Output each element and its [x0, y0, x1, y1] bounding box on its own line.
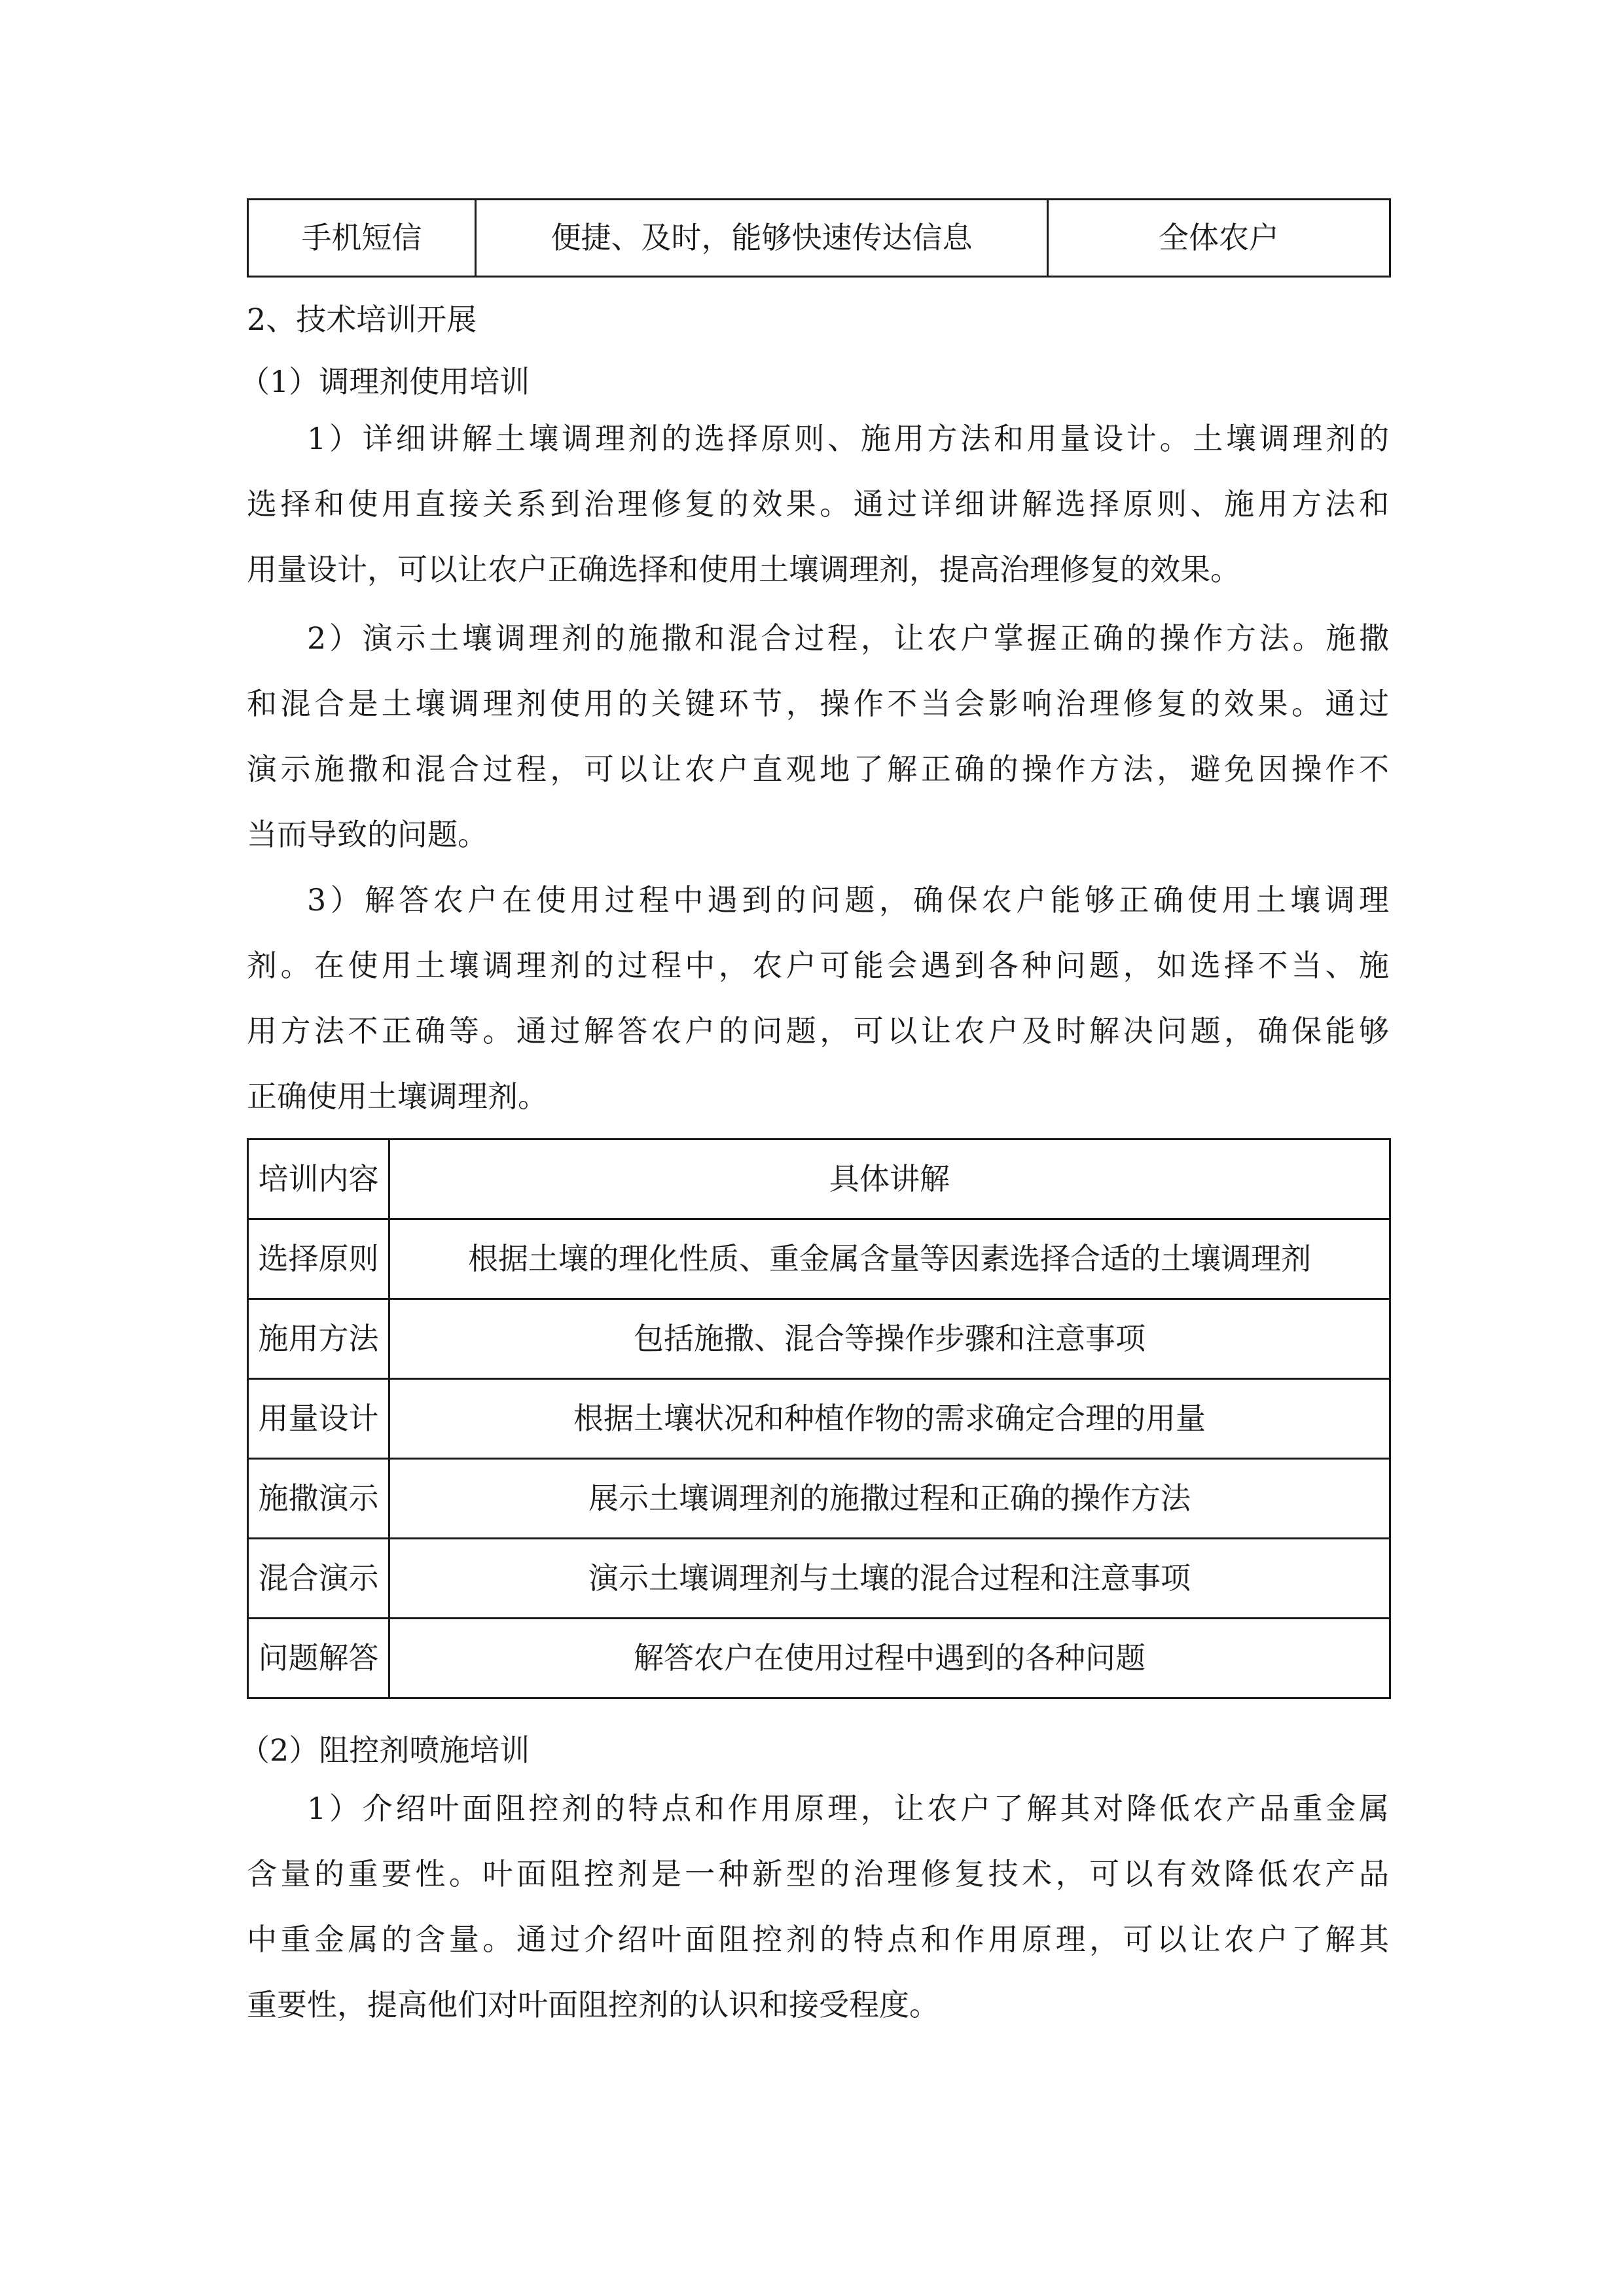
paragraph-line: 选择和使用直接关系到治理修复的效果。通过详细讲解选择原则、施用方法和	[247, 486, 1389, 522]
table-cell: 施用方法	[248, 1299, 389, 1379]
table-header-row	[248, 1139, 1390, 1219]
table-cell: 手机短信	[248, 200, 476, 277]
paragraph-line: 和混合是土壤调理剂使用的关键环节，操作不当会影响治理修复的效果。通过	[247, 686, 1389, 721]
paragraph-line: 3）解答农户在使用过程中遇到的问题，确保农户能够正确使用土壤调理	[307, 882, 1389, 918]
subsection-heading: （2）阻控剂喷施培训	[240, 1732, 530, 1768]
paragraph-line: 1）详细讲解土壤调理剂的选择原则、施用方法和用量设计。土壤调理剂的	[307, 421, 1389, 456]
paragraph-line: 当而导致的问题。	[247, 817, 488, 852]
paragraph-line: 用方法不正确等。通过解答农户的问题，可以让农户及时解决问题，确保能够	[247, 1013, 1389, 1049]
table-row	[248, 1539, 1390, 1619]
table-row	[248, 1379, 1390, 1459]
paragraph-line: 演示施撒和混合过程，可以让农户直观地了解正确的操作方法，避免因操作不	[247, 751, 1389, 787]
table-cell: 问题解答	[248, 1619, 389, 1698]
paragraph-line: 用量设计，可以让农户正确选择和使用土壤调理剂，提高治理修复的效果。	[247, 552, 1240, 587]
paragraph-line: 重要性，提高他们对叶面阻控剂的认识和接受程度。	[247, 1987, 939, 2022]
table-row	[248, 1619, 1390, 1698]
section-heading: 2、技术培训开展	[247, 302, 477, 337]
paragraph	[247, 867, 1389, 1129]
table-cell: 演示土壤调理剂与土壤的混合过程和注意事项	[389, 1539, 1390, 1619]
paragraph-line: 含量的重要性。叶面阻控剂是一种新型的治理修复技术，可以有效降低农产品	[247, 1856, 1389, 1892]
table-cell: 解答农户在使用过程中遇到的各种问题	[389, 1619, 1390, 1698]
table-cell: 便捷、及时，能够快速传达信息	[476, 200, 1048, 277]
table-row	[248, 1299, 1390, 1379]
training-table	[247, 1138, 1391, 1699]
paragraph	[247, 605, 1389, 867]
table-cell: 混合演示	[248, 1539, 389, 1619]
paragraph	[247, 406, 1389, 602]
paragraph-line: 1）介绍叶面阻控剂的特点和作用原理，让农户了解其对降低农产品重金属	[307, 1791, 1389, 1826]
channel-table	[247, 198, 1391, 278]
table-row	[248, 200, 1390, 277]
table-cell: 根据土壤状况和种植作物的需求确定合理的用量	[389, 1379, 1390, 1459]
table-header-cell: 培训内容	[248, 1139, 389, 1219]
paragraph	[247, 1776, 1389, 2037]
table-header-cell: 具体讲解	[389, 1139, 1390, 1219]
table-cell: 展示土壤调理剂的施撒过程和正确的操作方法	[389, 1459, 1390, 1539]
paragraph-line: 剂。在使用土壤调理剂的过程中，农户可能会遇到各种问题，如选择不当、施	[247, 948, 1389, 983]
subsection-heading: （1）调理剂使用培训	[240, 364, 530, 399]
table-row	[248, 1219, 1390, 1299]
table-cell: 选择原则	[248, 1219, 389, 1299]
table-cell: 根据土壤的理化性质、重金属含量等因素选择合适的土壤调理剂	[389, 1219, 1390, 1299]
table-row	[248, 1459, 1390, 1539]
paragraph-line: 2）演示土壤调理剂的施撒和混合过程，让农户掌握正确的操作方法。施撒	[307, 620, 1389, 656]
paragraph-line: 中重金属的含量。通过介绍叶面阻控剂的特点和作用原理，可以让农户了解其	[247, 1922, 1389, 1957]
table-cell: 包括施撒、混合等操作步骤和注意事项	[389, 1299, 1390, 1379]
table-cell: 施撒演示	[248, 1459, 389, 1539]
table-cell: 用量设计	[248, 1379, 389, 1459]
paragraph-line: 正确使用土壤调理剂。	[247, 1079, 548, 1114]
table-cell: 全体农户	[1048, 200, 1390, 277]
